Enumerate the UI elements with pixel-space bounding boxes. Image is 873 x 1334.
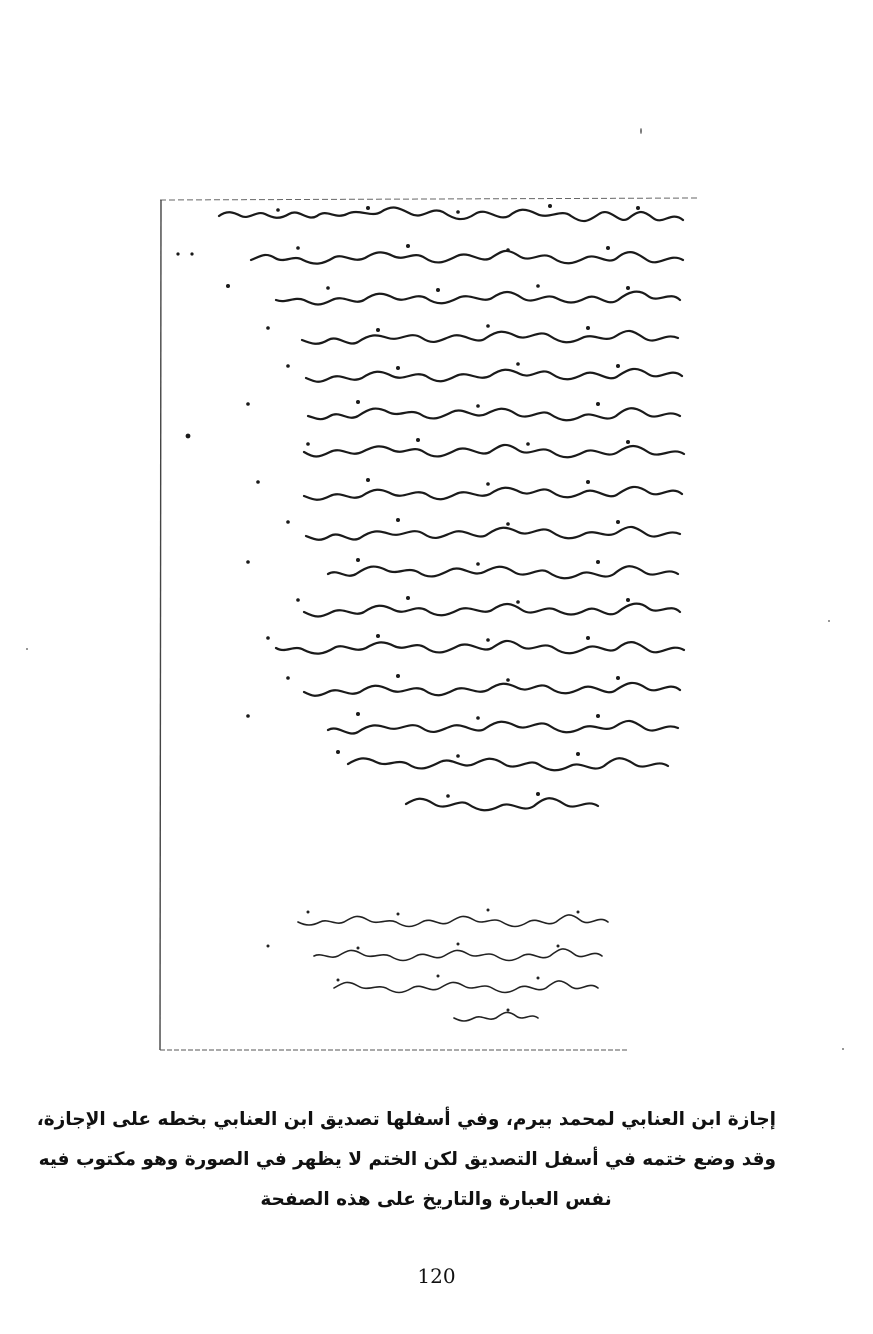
scan-speck — [828, 620, 830, 622]
caption-line: وقد وضع ختمه في أسفل التصديق لكن الختم لا يظهر في الصورة وهو مكتوب فيه — [38, 1149, 776, 1170]
page-number: 120 — [417, 1264, 456, 1288]
handwritten-ijaza-scan — [158, 188, 700, 1052]
image-caption — [36, 1100, 776, 1220]
caption-line: إجازة ابن العنابي لمحمد بيرم، وفي أسفلها تصديق ابن العنابي بخطه على الإجازة، — [36, 1109, 776, 1130]
scan-speck — [842, 1048, 844, 1050]
caption-line: نفس العبارة والتاريخ على هذه الصفحة — [260, 1189, 612, 1210]
manuscript-image — [158, 188, 700, 1052]
scan-speck — [640, 128, 642, 134]
scan-speck — [26, 648, 28, 650]
